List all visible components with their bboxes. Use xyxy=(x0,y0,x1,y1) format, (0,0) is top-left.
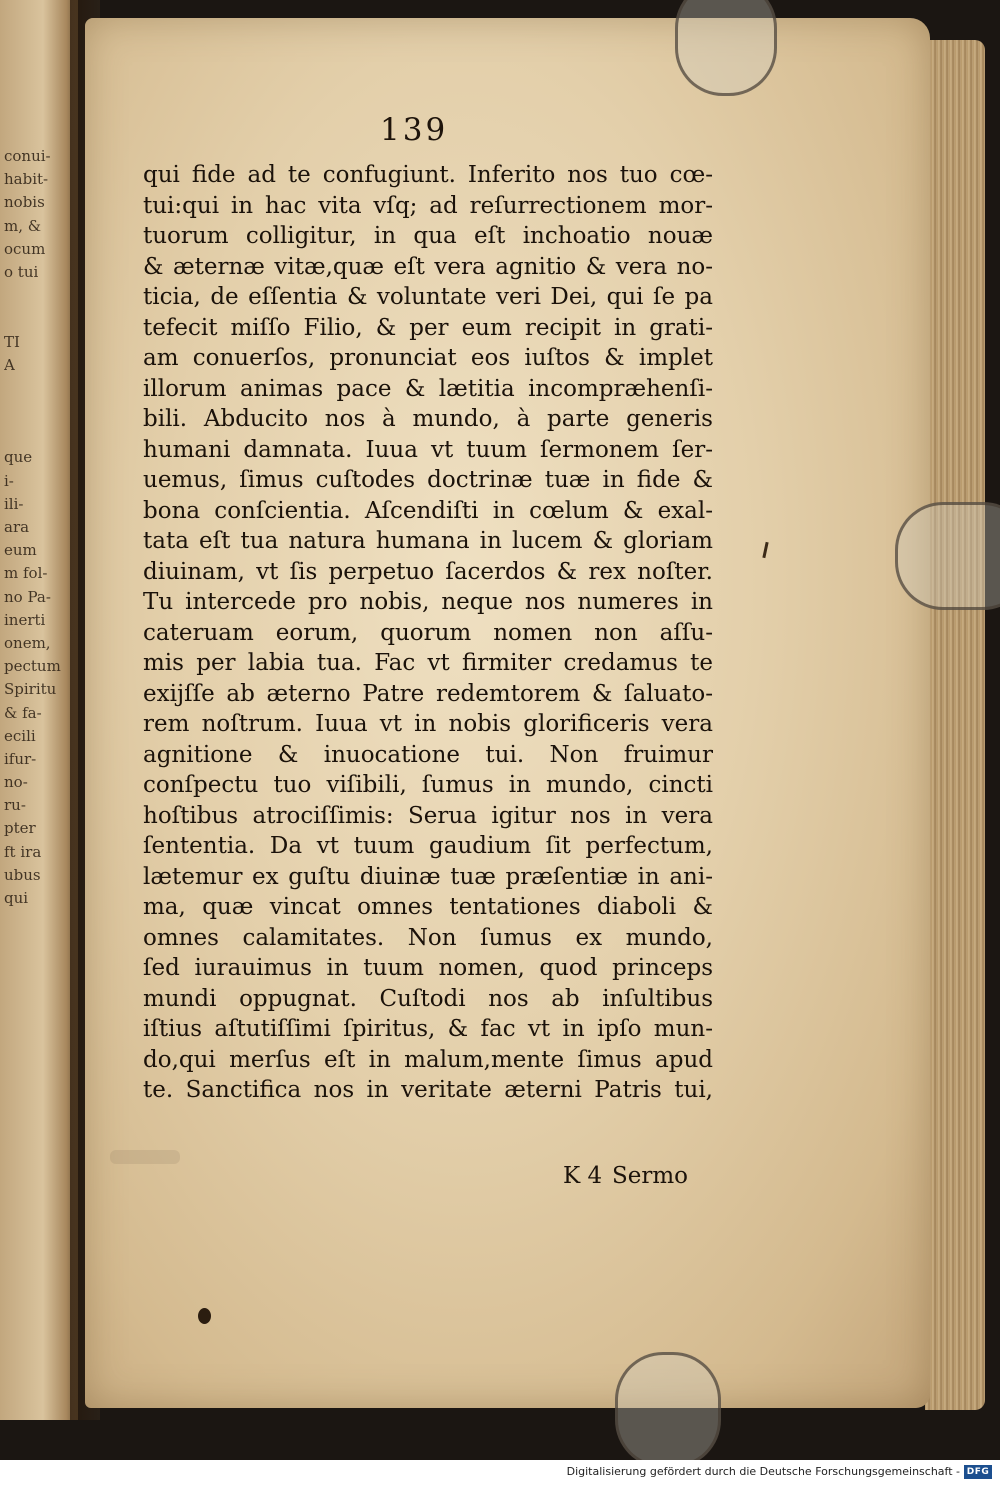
page-text-block xyxy=(143,160,713,1106)
left-page-fragment: TI xyxy=(4,332,20,351)
left-page-fragment xyxy=(4,307,74,330)
left-page-fragment: no Pa- xyxy=(4,587,51,606)
left-page-fragment: ubus xyxy=(4,865,41,884)
left-page-fragment: que xyxy=(4,448,33,467)
text-line: te. Sanctifica nos in veritate æterni Patris tui, xyxy=(143,1077,713,1103)
left-page-fragment: m, & xyxy=(4,216,42,235)
text-line: ticia, de eſſentia & voluntate veri Dei, qui ſe pa xyxy=(143,284,713,310)
left-page-fragment: eum xyxy=(4,541,37,560)
text-line: bili. Abducito nos à mundo, à parte generis xyxy=(143,406,713,432)
left-page-fragment: ecili xyxy=(4,726,36,745)
text-line: tuorum colligitur, in qua eſt inchoatio nouæ xyxy=(143,223,713,249)
left-page-fragment: onem, xyxy=(4,633,51,652)
left-page-fragment: ru- xyxy=(4,796,26,815)
text-line: mundi oppugnat. Cuſtodi nos ab inſultibus xyxy=(143,985,713,1012)
left-page-fragment: o tui xyxy=(4,262,39,281)
catchword: Sermo xyxy=(611,1163,688,1189)
text-line: ſententia. Da vt tuum gaudium ſit perfectum, xyxy=(143,833,713,859)
text-line: & æternæ vitæ,quæ eſt vera agnitio & vera no- xyxy=(143,253,713,280)
left-page-fragment: pectum xyxy=(4,657,61,676)
left-page-fragment: ara xyxy=(4,518,30,536)
credit-text: Digitalisierung gefördert durch die Deutsche Forschungsgemeinschaft - xyxy=(566,1465,960,1478)
text-line: tata eſt tua natura humana in lucem & gloriam xyxy=(143,528,713,554)
dfg-logo: DFG xyxy=(964,1465,992,1479)
smudge xyxy=(110,1150,180,1164)
text-line: iſtius aſtutiſſimi ſpiritus, & fac vt in ipſo mun- xyxy=(143,1016,713,1042)
page-number: 139 xyxy=(380,112,449,148)
left-page-fragment: ft ira xyxy=(4,842,42,861)
page-fore-edge xyxy=(925,40,985,1410)
binding-clasp-bottom xyxy=(615,1352,721,1468)
text-line: Tu intercede pro nobis, neque nos numeres in xyxy=(143,589,713,615)
text-line: diuinam, vt ſis perpetuo ſacerdos & rex noſter. xyxy=(143,558,713,585)
left-page-fragment: inerti xyxy=(4,610,46,629)
text-line: ſed iurauimus in tuum nomen, quod princeps xyxy=(143,955,713,981)
text-line: ma, quæ vincat omnes tentationes diaboli & xyxy=(143,894,713,920)
left-page-fragment xyxy=(4,377,74,400)
text-line: lætemur ex guſtu diuinæ tuæ præſentiæ in ani- xyxy=(143,863,713,890)
left-page-fragment: conui- xyxy=(4,147,51,165)
left-page-fragment: ili- xyxy=(4,494,24,513)
left-page-fragment: m fol- xyxy=(4,564,48,583)
left-page-fragment xyxy=(4,284,74,307)
text-line: omnes calamitates. Non ſumus ex mundo, xyxy=(143,924,713,951)
left-page-fragment: ocum xyxy=(4,239,46,258)
text-line: tefecit miſſo Filio, & per eum recipit in grati- xyxy=(143,314,713,341)
left-page-fragment xyxy=(4,423,74,446)
left-page-fragment: pter xyxy=(4,819,36,838)
text-line: cateruam eorum, quorum nomen non aſſu- xyxy=(143,619,713,646)
left-page-fragment: nobis xyxy=(4,193,45,212)
binding-clasp-middle xyxy=(895,502,1000,610)
left-page-fragment: & fa- xyxy=(4,703,42,722)
page-footer xyxy=(143,1163,688,1193)
credit-bar xyxy=(0,1460,1000,1486)
text-line: hoſtibus atrociſſimis: Serua igitur nos in vera xyxy=(143,802,713,829)
text-line: humani damnata. Iuua vt tuum ſermonem ſer- xyxy=(143,436,713,463)
left-page-text-fragments xyxy=(4,145,74,910)
text-line: bona conſcientia. Aſcendiſti in cœlum & exal- xyxy=(143,497,713,524)
left-page-fragment: i- xyxy=(4,471,14,490)
text-line: tui:qui in hac vita vſq; ad reſurrectionem mor- xyxy=(143,192,713,219)
text-line: qui fide ad te confugiunt. Inferito nos tuo cœ- xyxy=(143,162,713,188)
binding-clasp-top xyxy=(675,0,777,96)
text-line: mis per labia tua. Fac vt firmiter credamus te xyxy=(143,650,713,676)
text-line: uemus, ſimus cuſtodes doctrinæ tuæ in fide & xyxy=(143,467,713,493)
left-page-fragment: A xyxy=(4,355,15,374)
left-page-fragment xyxy=(4,400,74,423)
left-page-edge xyxy=(0,0,78,1420)
text-line: rem noſtrum. Iuua vt in nobis glorificeris vera xyxy=(143,711,713,737)
left-page-fragment: Spiritu xyxy=(4,680,57,699)
signature-mark: K 4 xyxy=(563,1163,603,1189)
left-page-fragment: habit- xyxy=(4,170,49,189)
text-line: agnitione & inuocatione tui. Non fruimur xyxy=(143,741,713,768)
text-line: am conuerſos, pronunciat eos iuſtos & implet xyxy=(143,345,713,371)
text-line: conſpectu tuo viſibili, ſumus in mundo, cincti xyxy=(143,772,713,798)
ink-blot xyxy=(198,1308,211,1324)
text-line: illorum animas pace & lætitia incompræhenſi- xyxy=(143,375,713,402)
left-page-fragment: ifur- xyxy=(4,749,37,768)
text-line: exijſſe ab æterno Patre redemtorem & ſaluato- xyxy=(143,680,713,707)
text-line: do,qui merſus eſt in malum,mente ſimus apud xyxy=(143,1046,713,1073)
left-page-fragment: no- xyxy=(4,773,28,792)
left-page-fragment: qui xyxy=(4,889,29,907)
